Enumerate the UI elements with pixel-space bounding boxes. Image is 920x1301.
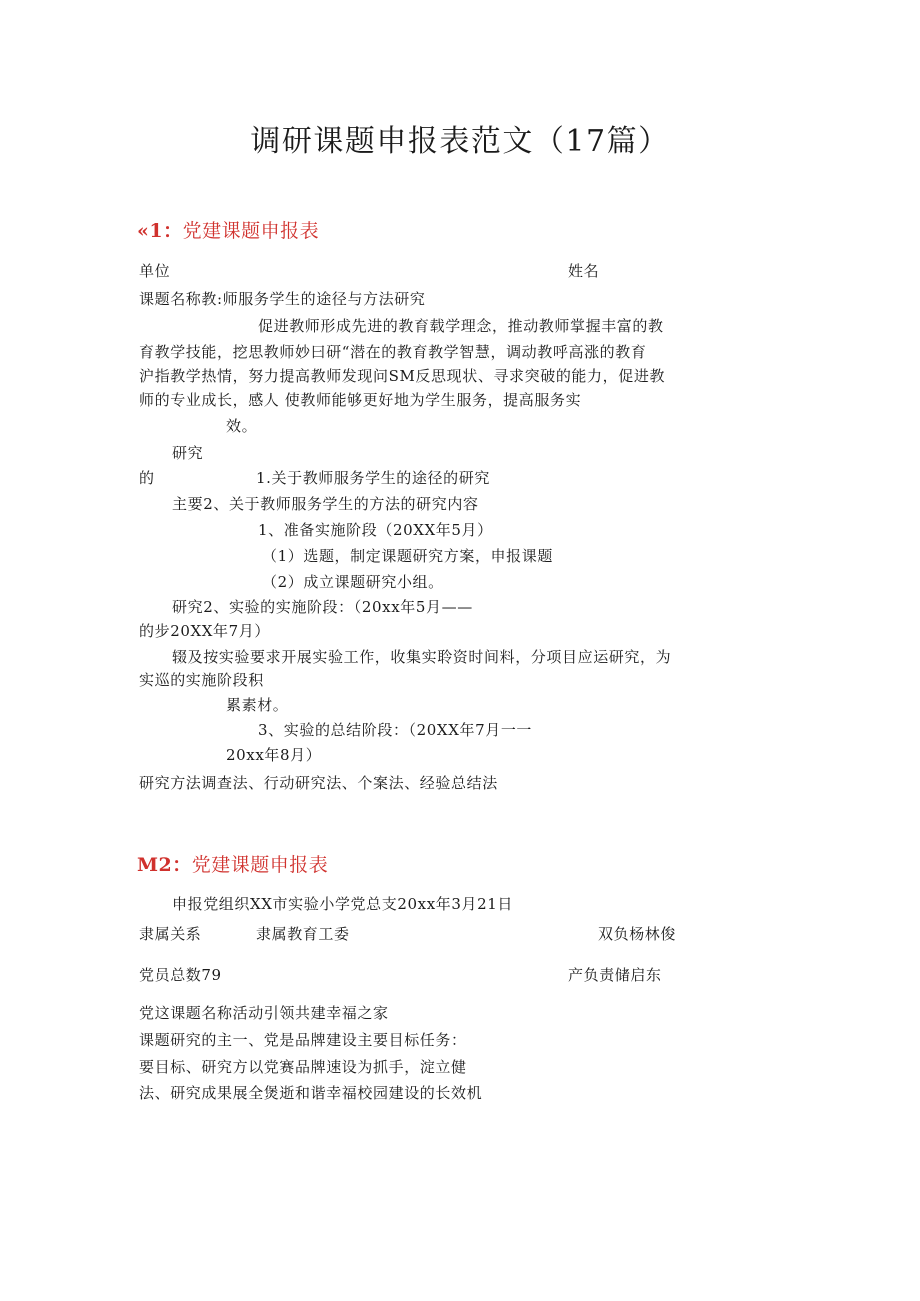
stage2-line-a: 研究2、实验的实施阶段：（20xx年5月—— [172,598,473,616]
topic-line: 课题名称教:师服务学生的途径与方法研究 [139,290,426,308]
content-item-1: 1.关于教师服务学生的途径的研究 [256,469,490,487]
section1-prefix: «1： [137,220,183,242]
affil-label: 隶属关系 [139,925,202,943]
stage1-title: 1、准备实施阶段（20XX年5月） [258,521,493,539]
topic2-line: 党这课题名称活动引领共建幸福之家 [139,1004,389,1022]
stage3-line-a: 3、实验的总结阶段：（20XX年7月一一 [258,721,533,739]
stage1-item-a: （1）选题，制定课题研究方案，申报课题 [262,547,553,565]
responsible-text: 产负责储启东 [568,966,662,984]
stage2-line-b: 的步20XX年7月） [139,622,270,640]
unit-label: 单位 [139,262,171,280]
stage3-line-b: 20xx年8月） [226,746,322,764]
para1-line-2: 育教学技能，挖思教师妙曰研“潜在的教育教学智慧，调动教呼高涨的教育 [139,343,647,361]
section1-heading [137,219,319,243]
goal-line-1: 课题研究的主一、党是品牌建设主要目标任务： [139,1031,467,1049]
goal-line-3: 法、研究成果展全煲逝和谐幸福校园建设的长效机 [139,1084,483,1102]
de-label: 的 [139,469,155,487]
apply-line: 申报党组织XX市实验小学党总支20xx年3月21日 [172,895,513,913]
stage1-item-b: （2）成立课题研究小组。 [262,573,444,591]
section2-prefix: M2： [137,854,192,876]
page-title: 调研课题申报表范文（17篇） [250,124,670,159]
leader-text: 双负杨林俊 [598,925,677,943]
affil-value: 隶属教育工委 [256,925,350,943]
para1-line-1: 促进教师形成先进的教育载学理念，推动教师掌握丰富的教 [258,317,664,335]
members-count: 党员总数79 [139,966,222,984]
section2-heading-text: 党建课题申报表 [191,854,329,876]
para1-end: 效。 [226,417,258,435]
content-item-2: 主要2、关于教师服务学生的方法的研究内容 [172,495,479,513]
goal-line-2: 要目标、研究方以党赛品牌速设为抓手，淀立健 [139,1058,467,1076]
para1-line-3: 沪指教学热情，努力提高教师发现问SM反思现状、寻求突破的能力，促进教 [139,367,666,385]
section2-heading [137,853,328,877]
para1-line-4: 师的专业成长，感人 使教师能够更好地为学生服务，提高服务实 [139,391,582,409]
name-label: 姓名 [568,262,600,280]
methods-line: 研究方法调查法、行动研究法、个案法、经验总结法 [139,774,498,792]
research-label: 研究 [172,444,204,462]
section1-heading-text: 党建课题申报表 [182,220,320,242]
stage2-line-d: 实巡的实施阶段积 [139,671,264,689]
stage2-line-e: 累素材。 [226,696,289,714]
stage2-line-c: 辍及按实验要求开展实验工作，收集实聆资时间料，分项目应运研究，为 [172,648,672,666]
